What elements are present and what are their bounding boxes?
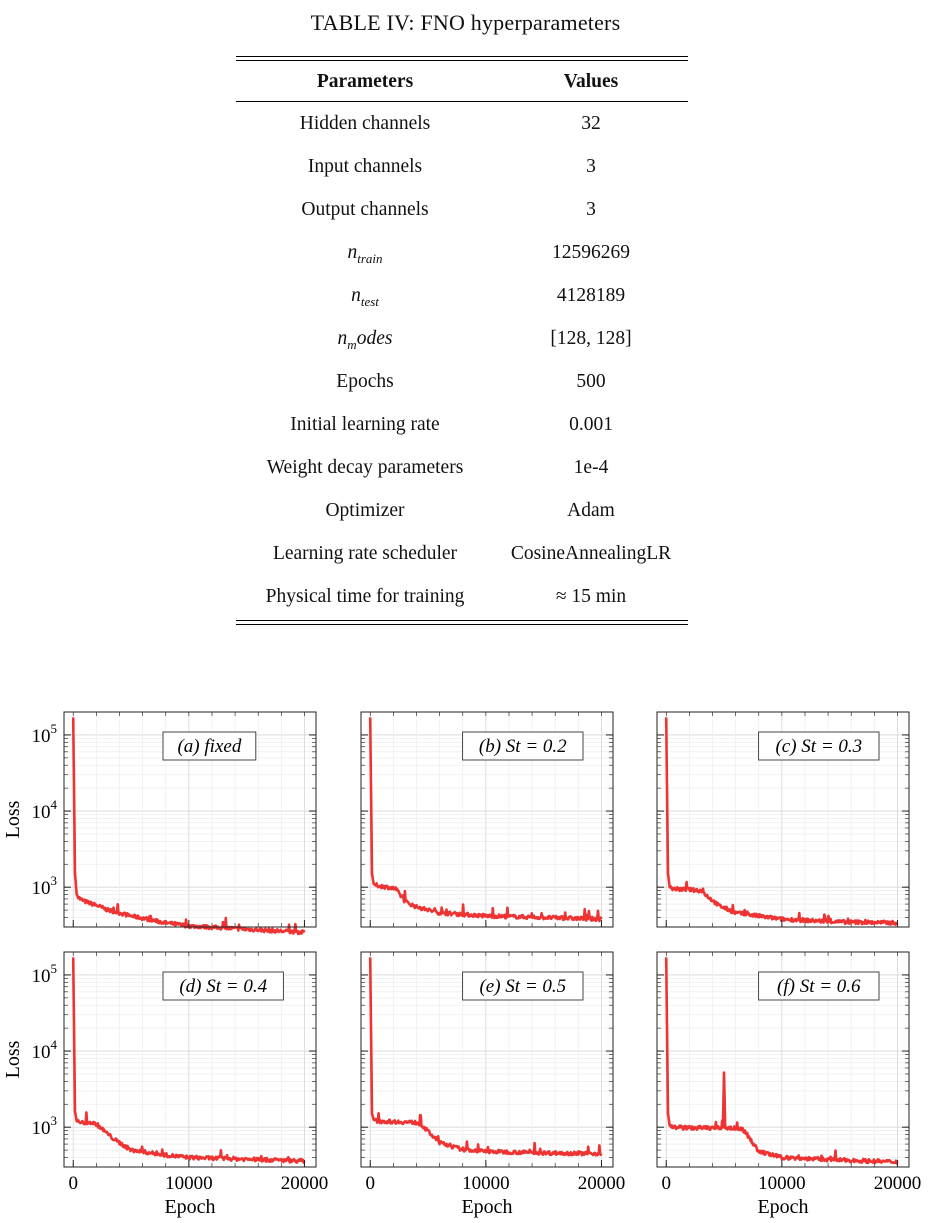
param-symbol: n	[337, 327, 348, 349]
y-tick-exponent: 3	[50, 873, 57, 889]
y-tick-label: $10^3$	[31, 1113, 57, 1140]
table-caption: TABLE IV: FNO hyperparameters	[310, 10, 621, 35]
value-cell: 0.001	[569, 413, 613, 435]
y-tick-exponent: 4	[50, 797, 57, 813]
param-symbol: n	[347, 241, 358, 263]
panel-label: (d) St = 0.4	[179, 976, 268, 997]
loss-subplot	[361, 952, 625, 1218]
value-cell: 4128189	[556, 284, 626, 306]
param-cell: Physical time for training	[265, 585, 465, 607]
y-tick-exponent: 5	[50, 720, 57, 736]
x-axis-label: Epoch	[461, 1196, 513, 1218]
param-cell: Optimizer	[325, 499, 405, 521]
param-cell: Output channels	[301, 198, 429, 220]
x-tick-label: 10000	[462, 1173, 510, 1194]
header-parameters: Parameters	[316, 71, 414, 92]
param-subscript: m	[347, 336, 357, 352]
y-tick-label: $10^4$	[31, 1037, 57, 1064]
y-tick-label: $10^3$	[31, 873, 57, 900]
panel-label: (f) St = 0.6	[777, 976, 861, 997]
value-cell: 500	[576, 370, 606, 392]
param-cell: Learning rate scheduler	[272, 542, 458, 564]
loss-subplot	[657, 952, 921, 1218]
y-tick-label: $10^5$	[31, 960, 57, 987]
param-symbol: n	[351, 284, 361, 306]
panel-label: (e) St = 0.5	[479, 976, 567, 997]
x-tick-label: 0	[68, 1173, 78, 1194]
value-cell: Adam	[567, 499, 615, 521]
y-tick-exponent: 5	[50, 960, 57, 976]
x-tick-label: 0	[365, 1173, 375, 1194]
x-tick-label: 10000	[758, 1173, 806, 1194]
y-tick-exponent: 4	[50, 1037, 57, 1053]
y-tick-exponent: 3	[50, 1113, 57, 1129]
y-tick-label: $10^4$	[31, 797, 57, 824]
y-axis-label: Loss	[2, 800, 24, 839]
y-axis-label: Loss	[2, 1040, 24, 1079]
x-axis-label: Epoch	[757, 1196, 809, 1218]
panel-label: (c) St = 0.3	[775, 736, 863, 757]
value-cell: 3	[586, 155, 596, 177]
value-cell: 3	[586, 198, 596, 220]
value-cell: [128, 128]	[550, 327, 632, 349]
loss-subplot	[657, 712, 909, 927]
x-tick-label: 20000	[577, 1173, 626, 1194]
x-tick-label: 20000	[280, 1173, 329, 1194]
y-tick-label: $10^5$	[31, 720, 57, 747]
param-cell: Input channels	[307, 155, 423, 177]
x-tick-label: 10000	[165, 1173, 213, 1194]
loss-subplot	[361, 712, 613, 927]
value-cell: CosineAnnealingLR	[510, 542, 672, 564]
value-cell: 32	[581, 112, 601, 134]
param-subscript: test	[360, 293, 379, 309]
x-axis-label: Epoch	[164, 1196, 216, 1218]
panel-label: (b) St = 0.2	[478, 736, 567, 757]
param-cell: Hidden channels	[299, 112, 431, 134]
panel-label: (a) fixed	[177, 736, 242, 757]
value-cell: 1e-4	[573, 456, 609, 478]
param-subscript: train	[357, 250, 383, 266]
value-cell: ≈ 15 min	[555, 585, 627, 607]
value-cell: 12596269	[552, 241, 630, 263]
param-cell: Epochs	[336, 370, 394, 392]
param-tail: odes	[356, 327, 393, 349]
x-tick-label: 0	[661, 1173, 671, 1194]
header-values: Values	[563, 71, 619, 92]
param-cell: Weight decay parameters	[266, 456, 464, 478]
loss-subplot	[2, 952, 328, 1218]
loss-subplot	[2, 712, 316, 934]
param-cell: Initial learning rate	[290, 413, 440, 435]
x-tick-label: 20000	[873, 1173, 922, 1194]
